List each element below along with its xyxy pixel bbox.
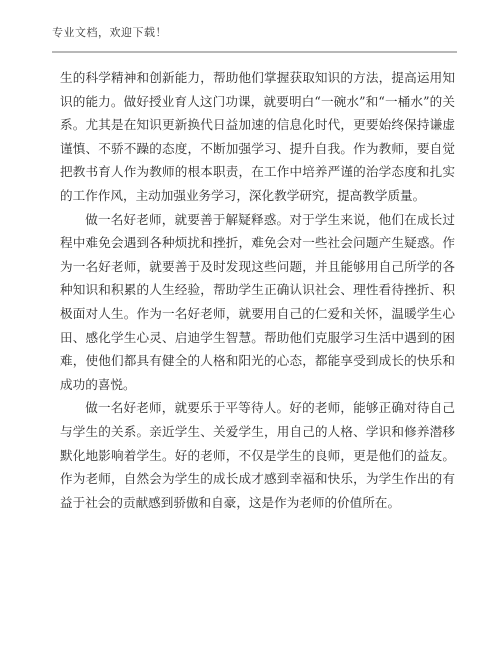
paragraph-2: 做一名好老师，就要善于解疑释惑。对于学生来说，他们在成长过程中难免会遇到各种烦扰和挫折，难免会对一些社会问题产生疑惑。作为一名好老师，就要善于及时发现这些问题，并且能够用自己所学的各种知识和积累的人生经验，帮助学生正确认识社会、理性看待挫折、积极面对人生。作为一名好老师，就要用自己的仁爱和关怀，温暖学生心田、感化学生心灵、启迪学生智慧。帮助他们克服学习生活中遇到的困难，使他们都具有健全的人格和阳光的心态，都能享受到成长的快乐和成功的喜悦。: [60, 211, 455, 392]
header-divider: [52, 51, 457, 53]
document-body: [60, 66, 455, 514]
paragraph-1: 生的科学精神和创新能力，帮助他们掌握获取知识的方法，提高运用知识的能力。做好授业育人这门功课，就要明白“一碗水”和“一桶水”的关系。尤其是在知识更新换代日益加速的信息化时代，更要始终保持谦虚谨慎、不骄不躁的态度，不断加强学习、提升自我。作为教师，要自觉把教书育人作为教师的根本职责，在工作中培养严谨的治学态度和扎实的工作作风，主动加强业务学习，深化教学研究，提高教学质量。: [60, 70, 455, 203]
paragraph-3: 做一名好老师，就要乐于平等待人。好的老师，能够正确对待自己与学生的关系。亲近学生、关爱学生，用自己的人格、学识和修养潜移默化地影响着学生。好的老师，不仅是学生的良师，更是他们的益友。作为老师，自然会为学生的成长成才感到幸福和快乐，为学生作出的有益于社会的贡献感到骄傲和自豪，这是作为老师的价值所在。: [60, 400, 455, 510]
header-note: 专业文档，欢迎下载！: [52, 26, 167, 39]
